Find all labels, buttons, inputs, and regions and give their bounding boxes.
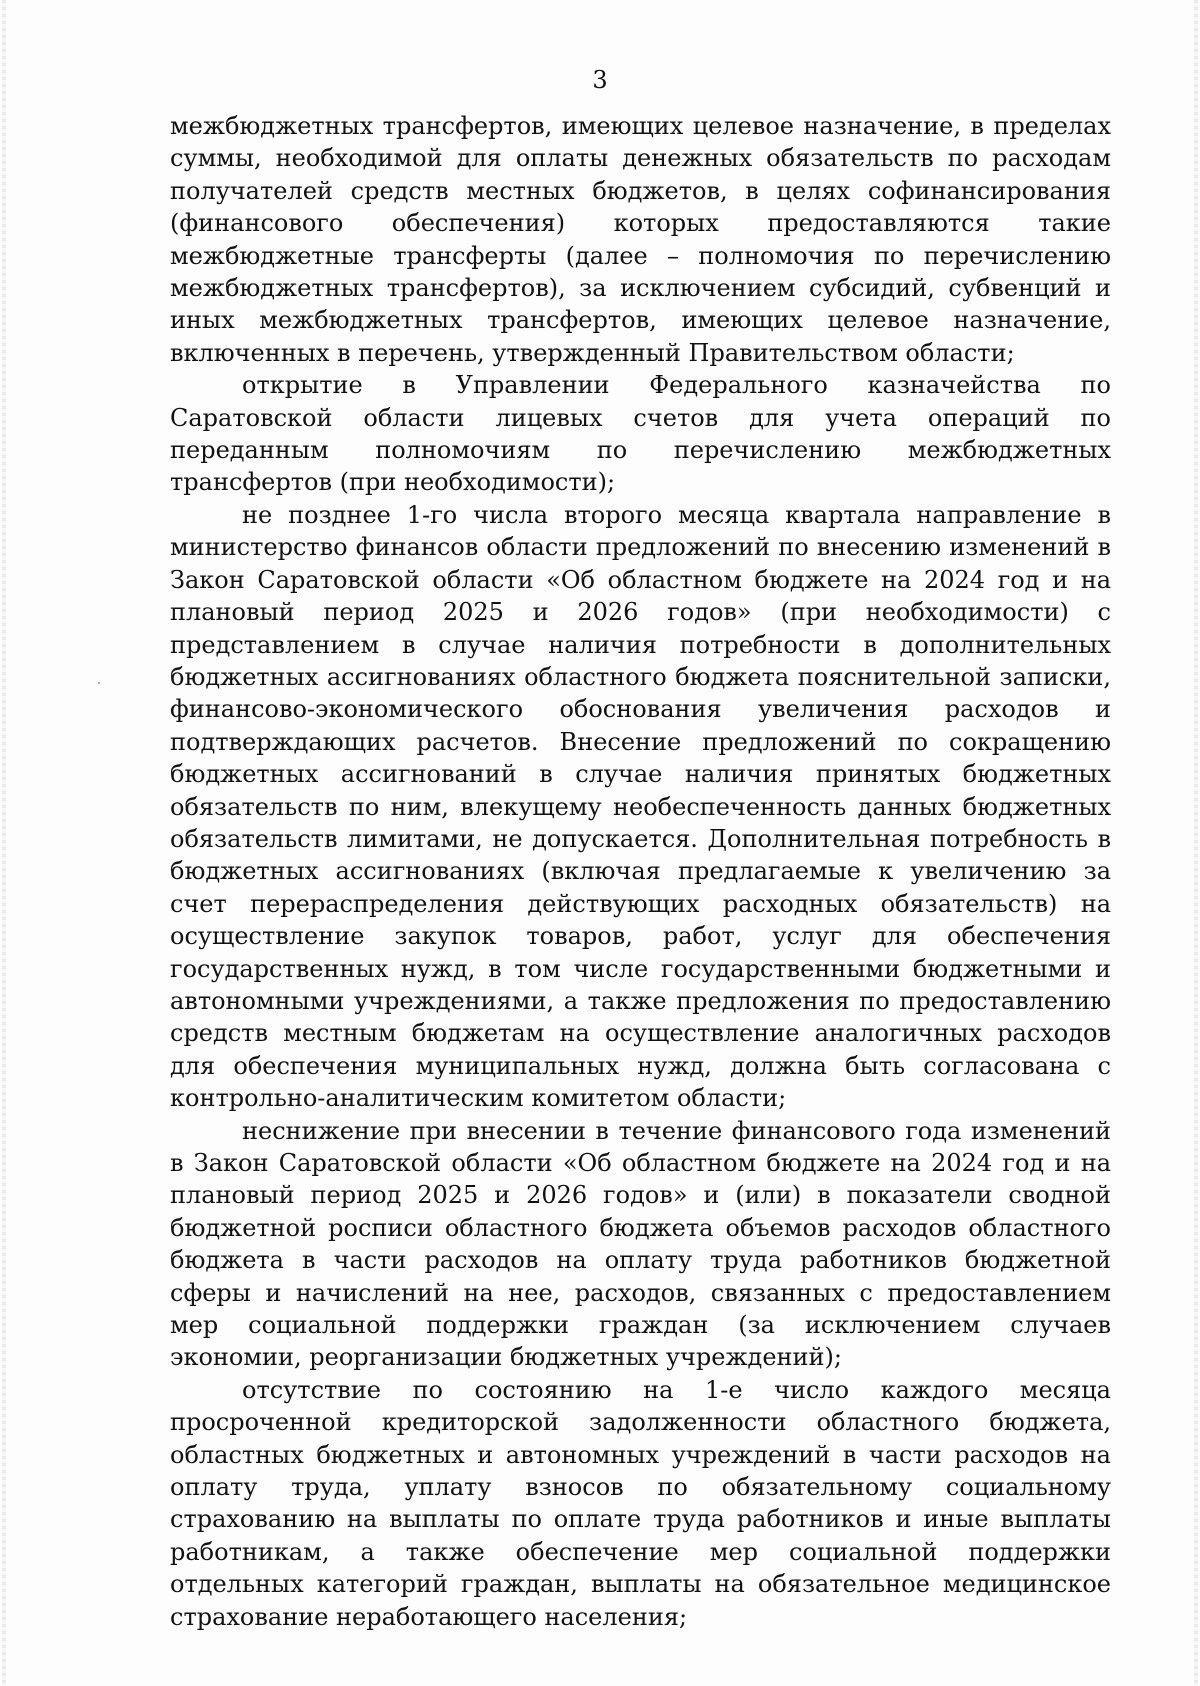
paragraph-continuation: межбюджетных трансфертов, имеющих целевое назначение, в пределах суммы, необходимой для оплаты денежных обязательств по расходам получателей средств местных бюджетов, в целях софинансирования (финансового обеспечения) которых предоставляются такие межбюджетные трансферты (далее – полномочия по перечислению межбюджетных трансфертов), за исключением субсидий, субвенций и иных межбюджетных трансфертов, имеющих целевое назначение, включенных в перечень, утвержденный Правительством области; [170, 112, 1111, 367]
body-text [170, 110, 1111, 1633]
paragraph-budget-proposals: не позднее 1-го числа второго месяца квартала направление в министерство финансов области предложений по внесению изменений в Закон Саратовской области «Об областном бюджете на 2024 год и на плановый период 2025 и 2026 годов» (при необходимости) с представлением в случае наличия потребности в дополнительных бюджетных ассигнованиях областного бюджета пояснительной записки, финансово-экономического обоснования увеличения расходов и подтверждающих расчетов. Внесение предложений по сокращению бюджетных ассигнований в случае наличия принятых бюджетных обязательств по ним, влекущему необеспеченность данных бюджетных обязательств лимитами, не допускается. Дополнительная потребность в бюджетных ассигнованиях (включая предлагаемые к увеличению за счет перераспределения действующих расходных обязательств) на осуществление закупок товаров, работ, услуг для обеспечения государственных нужд, в том числе государственными бюджетными и автономными учреждениями, а также предложения по предоставлению средств местным бюджетам на осуществление аналогичных расходов для обеспечения муниципальных нужд, должна быть согласована с контрольно-аналитическим комитетом области; [170, 500, 1111, 1113]
scan-speck [98, 682, 100, 684]
paragraph-no-reduction: неснижение при внесении в течение финансового года изменений в Закон Саратовской области «Об областном бюджете на 2024 год и на плановый период 2025 и 2026 годов» и (или) в показатели сводной бюджетной росписи областного бюджета объемов расходов областного бюджета в части расходов на оплату труда работников бюджетной сферы и начислений на нее, расходов, связанных с предоставлением мер социальной поддержки граждан (за исключением случаев экономии, реорганизации бюджетных учреждений); [170, 1116, 1111, 1372]
scan-edge-right [1194, 0, 1198, 1686]
paragraph-treasury-accounts: открытие в Управлении Федерального казначейства по Саратовской области лицевых счетов для учета операций по переданным полномочиям по перечислению межбюджетных трансфертов (при необходимости); [170, 371, 1111, 497]
paragraph-no-overdue-debt: отсутствие по состоянию на 1-е число каждого месяца просроченной кредиторской задолженности областного бюджета, областных бюджетных и автономных учреждений в части расходов на оплату труда, уплату взносов по обязательному социальному страхованию на выплаты по оплате труда работников и иные выплаты работникам, а также обеспечение мер социальной поддержки отдельных категорий граждан, выплаты на обязательное медицинское страхование неработающего населения; [170, 1375, 1111, 1631]
page-number: 3 [592, 66, 608, 94]
scan-edge-left [2, 0, 6, 1686]
